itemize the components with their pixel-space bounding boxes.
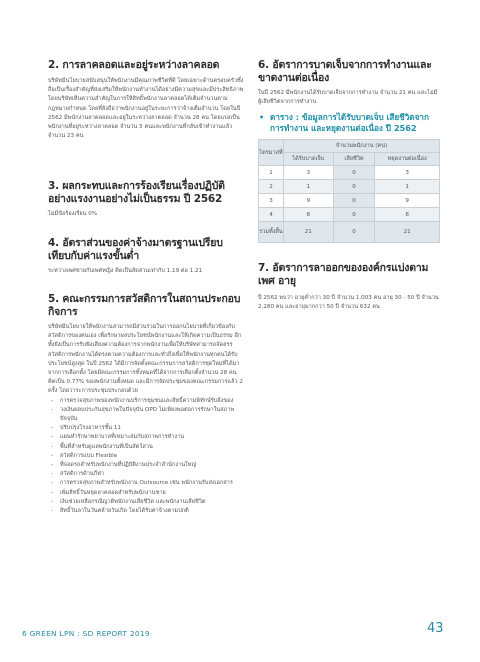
section-heading: 7. อัตราการลาออกขององค์กรแบ่งตามเพศ อายุ [258, 262, 429, 287]
cell-value: 3 [375, 166, 440, 180]
section-labor-complaints [48, 180, 244, 219]
table-row [259, 166, 440, 180]
agenda-item: - เพิ่มสิทธิ์วันหยุดลาคลอดสำหรับพนักงานชาย [48, 489, 244, 498]
agenda-item: - การตรวจสุขภาพสำหรับพนักงาน Outsource เช่น พนักงานรับส่งเอกสาร [48, 479, 244, 488]
section-body: ระหว่างเพศชายกับเพศหญิง คิดเป็นสัดส่วนเท่ากับ 1.19 ต่อ 1.21 [48, 268, 203, 274]
cell-quarter: 2 [259, 180, 284, 194]
section-wage-ratio [48, 237, 244, 276]
bullet-icon: • [259, 112, 265, 123]
agenda-item: - สิทธิ์วันลาในวันคล้ายวันเกิด โดยได้รับค่าจ้างตามปกติ [48, 507, 244, 516]
injury-table [258, 139, 440, 243]
section-body: ในปี 2562 มีพนักงานได้รับบาดเจ็บจากการทำงาน จำนวน 21 คน และไม่มีผู้เสียชีวิตจากการทำงาน [258, 90, 438, 106]
section-body: ปี 2562 พบว่า อายุต่ำกว่า 30 ปี จำนวน 1,003 คน อายุ 30 - 50 ปี จำนวน 2,280 คน และอายุมากกว่า 50 ปี จำนวน 632 คน [258, 295, 439, 311]
table-row [259, 208, 440, 222]
cell-quarter: 4 [259, 208, 284, 222]
table-total-row [259, 222, 440, 243]
section-heading: 6. อัตราการบาดเจ็บจากการทำงานและขาดงานต่อเนื่อง [258, 59, 432, 84]
col-header-group: จำนวนพนักงาน (คน) [283, 140, 439, 153]
cell-value: 0 [333, 194, 375, 208]
cell-total-value: 21 [283, 222, 333, 243]
cell-total-label: รวมทั้งสิ้น [259, 222, 284, 243]
col-header-absent: หยุดงานต่อเนื่อง [375, 153, 440, 166]
cell-value: 0 [333, 208, 375, 222]
table-title-text: ตาราง : ข้อมูลการได้รับบาดเจ็บ เสียชีวิตจากการทำงาน และหยุดงานต่อเนื่อง ปี 2562 [270, 112, 429, 133]
section-heading: 2. การลาคลอดและอยู่ระหว่างลาคลอด [48, 59, 220, 71]
cell-value: 0 [333, 180, 375, 194]
section-welfare-committee [48, 293, 244, 516]
cell-value: 0 [333, 166, 375, 180]
section-injury-rate [258, 59, 440, 243]
agenda-item: - ปรับปรุงโรงอาหารชั้น 11 [48, 424, 244, 433]
section-body: บริษัทมีนโยบายสนับสนุนให้พนักงานมีคุณภาพชีวิตที่ดี โดยเฉพาะด้านครอบครัวซึ่งถือเป็นเรื่องสำคัญที่ส่งเสริมให้พนักงานทำงานได้อย่างมีความสุขและมีประสิทธิภาพ โดยบริษัทเห็นความสำคัญในการให้สิทธิ์พนักงานลาคลอดได้เต็มจำนวนตามกฎหมายกำหนด โดยที่ยังถือว่าพนักงานอยู่ในระยะการว่าจ้างเต็มจำนวน โดยในปี 2562 มีพนักงานลาคลอดและอยู่ในระหว่างลาคลอด จำนวน 28 คน โดยแบ่งเป็นพนักงานที่อยู่ระหว่างลาคลอด จำนวน 5 คนและพนักงานที่กลับเข้าทำงานแล้ว จำนวน 23 คน [48, 78, 244, 140]
footer-report-title: 6 GREEN LPN : SD REPORT 2019 [22, 629, 150, 638]
col-header-injured: ได้รับบาดเจ็บ [283, 153, 333, 166]
agenda-item: - ที่จอดรถสำหรับพนักงานที่ปฏิบัติงานประจำสำนักงานใหญ่ [48, 461, 244, 470]
cell-quarter: 1 [259, 166, 284, 180]
agenda-item: - วงเงินผลบประกันสุขภาพในปัจจุบัน OPD ไม่เพียงพอต่อการรักษาในสภาพปัจจุบัน [48, 406, 244, 424]
cell-value: 3 [283, 166, 333, 180]
cell-total-value: 0 [333, 222, 375, 243]
cell-value: 8 [283, 208, 333, 222]
cell-value: 1 [375, 180, 440, 194]
cell-total-value: 21 [375, 222, 440, 243]
agenda-item: - การตรวจสุขภาพของพนักงานบริการชุมชนและสิทธิ์ความพิทักษ์รับสิ่งของ [48, 397, 244, 406]
cell-quarter: 3 [259, 194, 284, 208]
agenda-item: - แผนทำรักษาพยาบาลที่เหมาะสมกับสภาพการทำงาน [48, 433, 244, 442]
page-number: 43 [427, 621, 444, 636]
table-row [259, 180, 440, 194]
agenda-list [48, 397, 244, 517]
col-header-quarter: ไตรมาสที่ [259, 140, 284, 166]
table-row [259, 194, 440, 208]
section-body: บริษัทมีนโยบายให้พนักงานสามารถมีส่วนร่วมในการออกนโยบายที่เกี่ยวข้องกับสวัสดิการของตนเอง เพื่อรักษาผลประโยชน์พนักงานและให้เกิดความเป็นธรรม อีกทั้งยังเป็นการรับฟังเสียงความต้องการจากพนักงานเพื่อให้บริษัทสามารถจัดสรรสวัสดิการพนักงานได้ตรงตามความต้องการและทั่วถึงเพื่อให้พนักงานทุกคนได้รับประโยชน์สูงสุด ในปี 2562 ได้มีการจัดตั้งคณะกรรมการสวัสดิการชุดใหม่ที่ได้มาจากการเลือกตั้ง โดยมีคณะกรรมการทั้งหมดที่ได้จากการเลือกตั้งจำนวน 28 คน คิดเป็น 0.77% ของพนักงานทั้งหมด และมีการจัดประชุมของคณะกรรมการแล้ว 2 ครั้ง โดยวาระการประชุมประกอบด้วย [48, 324, 243, 395]
section-heading: 3. ผลกระทบและการร้องเรียนเรื่องปฏิบัติอย่างแรงงานอย่างไม่เป็นธรรม ปี 2562 [48, 180, 225, 205]
agenda-item: - สวัสดิการด้านกีฬา [48, 470, 244, 479]
table-body [259, 166, 440, 243]
cell-value: 1 [283, 180, 333, 194]
section-maternity-leave [48, 59, 244, 141]
section-heading: 4. อัตราส่วนของค่าจ้างมาตรฐานเปรียบเทียบกับค่าแรงขั้นต่ำ [48, 237, 223, 262]
section-turnover-rate [258, 262, 440, 312]
col-header-deceased: เสียชีวิต [333, 153, 375, 166]
agenda-item: - พื้นที่สำหรับดูแลพนักงานที่เป็นสัตว์สวน [48, 443, 244, 452]
agenda-item: - เงินช่วยเหลือกรณีญาติพนักงานเสียชีวิต และพนักงานเสียชีวิต [48, 498, 244, 507]
cell-value: 9 [375, 194, 440, 208]
agenda-item: - สวัสดิการแบบ Flexible [48, 452, 244, 461]
cell-value: 8 [375, 208, 440, 222]
cell-value: 9 [283, 194, 333, 208]
section-heading: 5. คณะกรรมการสวัสดิการในสถานประกอบกิจการ [48, 293, 241, 318]
section-body: ไม่มีข้อร้องเรียน 0% [48, 211, 98, 217]
table-title [258, 112, 440, 133]
